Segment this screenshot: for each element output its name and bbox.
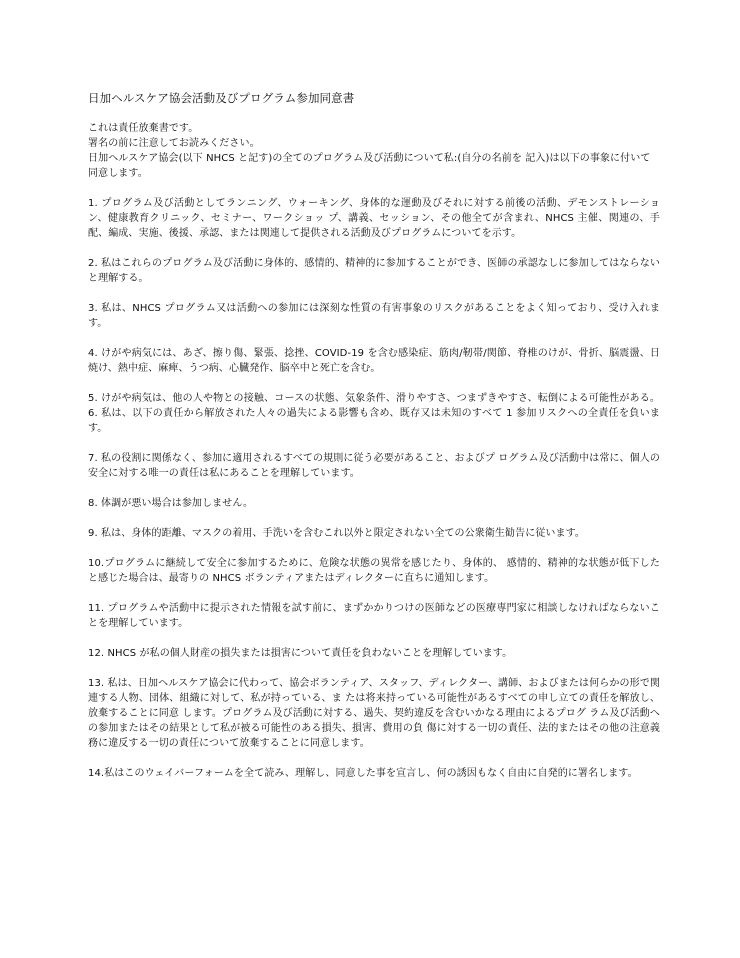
clause-2: 2. 私はこれらのプログラム及び活動に身体的、感情的、精神的に参加することができ、医師の承認なしに参加してはならないと理解する。 xyxy=(88,258,660,284)
clause-11: 11. プログラムや活動中に提示された情報を試す前に、まずかかりつけの医師などの医療専門家に相談しなければならないことを理解しています。 xyxy=(88,603,660,629)
clause-4: 4. けがや病気には、あざ、擦り傷、緊張、捻挫、COVID-19 を含む感染症、筋肉/靭帯/関節、脊椎のけが、骨折、脳震盪、日焼け、熱中症、麻痺、うつ病、心臓発作、脳卒中と死亡を含む。 xyxy=(88,348,660,374)
document-body xyxy=(88,90,660,796)
intro-line: これは責任放棄書です。 xyxy=(88,123,199,134)
clause-8: 8. 体調が悪い場合は参加しません。 xyxy=(88,498,254,509)
intro-line: 日加ヘルスケア協会(以下 NHCS と記す)の全てのプログラム及び活動について私:(自分の名前を 記入)は以下の事象に付いて同意します。 xyxy=(88,153,651,179)
clause-12: 12. NHCS が私の個人財産の損失または損害について責任を負わないことを理解しています。 xyxy=(88,648,513,659)
clause-3: 3. 私は、NHCS プログラム又は活動への参加には深刻な性質の有害事象のリスクがあることをよく知っており、受け入れます。 xyxy=(88,303,660,329)
document-title: 日加ヘルスケア協会活動及びプログラム参加同意書 xyxy=(88,91,355,105)
clause-14: 14.私はこのウェイバーフォームを全て読み、理解し、同意した事を宣言し、何の誘因もなく自由に自発的に署名します。 xyxy=(88,768,638,779)
clause-13: 13. 私は、日加ヘルスケア協会に代わって、協会ボランティア、スタッフ、ディレクター、講師、およびまたは何らかの形で関連する人物、団体、組織に対して、私が持っている、ま たは将来持っている可能性があるすべての申し立ての責任を解放し、放棄することに同意 します。プログラム及び活動に対する、過失、契約違反を含むいかなる理由によるプログ ラム及び活動への参加またはその結果として私が被る可能性のある損失、損害、費用の負 傷に対する一切の責任、法的またはその他の注意義務に違反する一切の責任について放棄することに同意します。 xyxy=(88,678,660,749)
intro-block xyxy=(88,121,660,181)
intro-line: 署名の前に注意してお読みください。 xyxy=(88,138,260,149)
clause-7: 7. 私の役割に関係なく、参加に適用されるすべての規則に従う必要があること、およびプ ログラム及び活動中は常に、個人の安全に対する唯一の責任は私にあることを理解しています。 xyxy=(88,453,660,479)
clause-1: 1. プログラム及び活動としてランニング、ウォーキング、身体的な運動及びそれに対する前後の活動、デモンストレーション、健康教育クリニック、セミナー、ワークショッ プ、講義、セッション、その他全てが含まれ、NHCS 主催、関連の、手配、編成、実施、後援、承認、または関連して提供される活動及びプログラムについてを示す。 xyxy=(88,198,660,239)
clause-10: 10.プログラムに継続して安全に参加するために、危険な状態の異常を感じたり、身体的、 感情的、精神的な状態が低下したと感じた場合は、最寄りの NHCS ボランティアまたはディレクターに直ちに通知します。 xyxy=(88,558,660,584)
clause-5-6: 5. けがや病気は、他の人や物との接触、コースの状態、気象条件、滑りやすさ、つまずきやすさ、転倒による可能性がある。 6. 私は、以下の責任から解放された人々の過失による影響も含め、既存又は未知のすべて 1 参加リスクへの全責任を負います。 xyxy=(88,393,660,434)
clause-9: 9. 私は、身体的距離、マスクの着用、手洗いを含むこれ以外と限定されない全ての公衆衛生勧告に従います。 xyxy=(88,528,586,539)
